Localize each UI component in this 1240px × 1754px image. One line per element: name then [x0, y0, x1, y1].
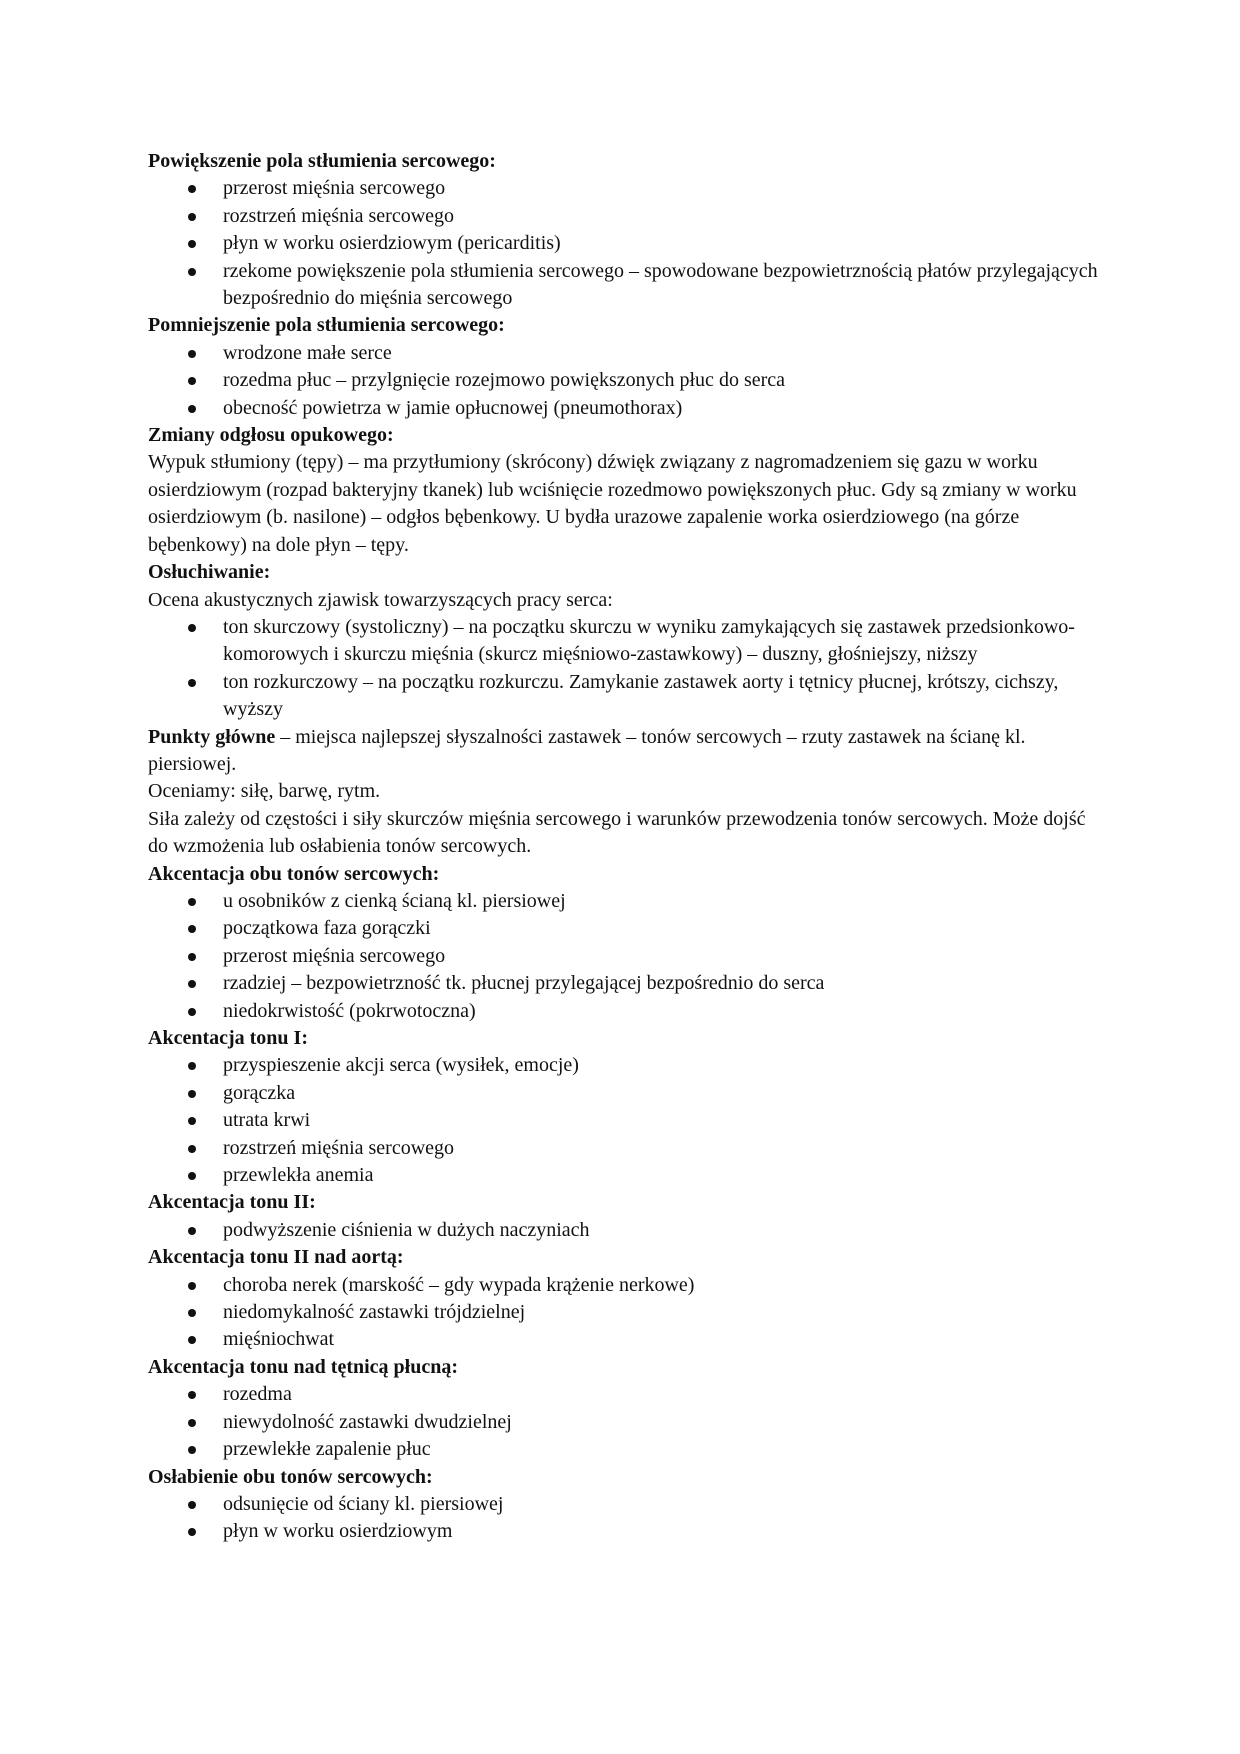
list-item: ton skurczowy (systoliczny) – na początku skurczu w wyniku zamykających się zastawek przedsionkowo-komorowych i skurczu mięśnia (skurcz mięśniowo-zastawkowy) – duszny, głośniejszy, niższy [223, 614, 1100, 669]
bullet-list [148, 1272, 1100, 1354]
list-item: obecność powietrza w jamie opłucnowej (pneumothorax) [223, 395, 1100, 422]
list-item: rozedma [223, 1381, 1100, 1408]
paragraph: Wypuk stłumiony (tępy) – ma przytłumiony (skrócony) dźwięk związany z nagromadzeniem się gazu w worku osierdziowym (rozpad bakteryjny tkanek) lub wciśnięcie rozedmowo powiększonych płuc. Gdy są zmiany w worku osierdziowym (b. nasilone) – odgłos bębenkowy. U bydła urazowe zapalenie worka osierdziowego (na górze bębenkowy) na dole płyn – tępy. [148, 451, 1077, 556]
list-item: rozstrzeń mięśnia sercowego [223, 1135, 1100, 1162]
bullet-list [148, 1052, 1100, 1189]
section-heading: Pomniejszenie pola stłumienia sercowego: [148, 314, 505, 337]
bullet-list [148, 1217, 1100, 1244]
list-item: mięśniochwat [223, 1326, 1100, 1353]
list-item: przewlekła anemia [223, 1162, 1100, 1189]
section-heading: Osłabienie obu tonów sercowych: [148, 1465, 433, 1488]
paragraph: Siła zależy od częstości i siły skurczów mięśnia sercowego i warunków przewodzenia tonów sercowych. Może dojść do wzmożenia lub osłabienia tonów sercowych. [148, 807, 1086, 858]
list-item: niedokrwistość (pokrwotoczna) [223, 998, 1100, 1025]
section-heading: Powiększenie pola stłumienia sercowego: [148, 150, 496, 172]
section-heading: Akcentacja obu tonów sercowych: [148, 862, 440, 885]
list-item: rzadziej – bezpowietrzność tk. płucnej przylegającej bezpośrednio do serca [223, 970, 1100, 997]
list-item: rozstrzeń mięśnia sercowego [223, 203, 1100, 230]
list-item: gorączka [223, 1080, 1100, 1107]
list-item: przewlekłe zapalenie płuc [223, 1436, 1100, 1463]
list-item: ton rozkurczowy – na początku rozkurczu. Zamykanie zastawek aorty i tętnicy płucnej, krótszy, cichszy, wyższy [223, 669, 1100, 724]
bullet-list [148, 614, 1100, 724]
bullet-list [148, 1381, 1100, 1463]
section-heading: Osłuchiwanie: [148, 561, 271, 584]
list-item: przyspieszenie akcji serca (wysiłek, emocje) [223, 1052, 1100, 1079]
list-item: niewydolność zastawki dwudzielnej [223, 1409, 1100, 1436]
section-heading: Akcentacja tonu II nad aortą: [148, 1246, 404, 1269]
list-item: rozedma płuc – przylgnięcie rozejmowo powiększonych płuc do serca [223, 367, 1100, 394]
list-item: choroba nerek (marskość – gdy wypada krążenie nerkowe) [223, 1272, 1100, 1299]
document-page [148, 148, 1100, 1546]
list-item: przerost mięśnia sercowego [223, 943, 1100, 970]
paragraph: Oceniamy: siłę, barwę, rytm. [148, 780, 381, 803]
paragraph [148, 724, 1100, 779]
bullet-list [148, 888, 1100, 1025]
list-item: podwyższenie ciśnienia w dużych naczyniach [223, 1217, 1100, 1244]
list-item: utrata krwi [223, 1107, 1100, 1134]
bold-lead: Punkty główne [148, 725, 276, 748]
list-item: płyn w worku osierdziowym [223, 1518, 1100, 1545]
list-item: wrodzone małe serce [223, 340, 1100, 367]
list-item: u osobników z cienką ścianą kl. piersiowej [223, 888, 1100, 915]
lead-rest: – miejsca najlepszej słyszalności zastawek – tonów sercowych – rzuty zastawek na ścianę kl. piersiowej. [148, 725, 1026, 775]
list-item: rzekome powiększenie pola stłumienia sercowego – spowodowane bezpowietrznością płatów przylegających bezpośrednio do mięśnia sercowego [223, 258, 1100, 313]
paragraph: Ocena akustycznych zjawisk towarzyszących pracy serca: [148, 588, 613, 611]
list-item: płyn w worku osierdziowym (pericarditis) [223, 230, 1100, 257]
bullet-list [148, 340, 1100, 422]
bullet-list [148, 175, 1100, 312]
section-heading: Akcentacja tonu I: [148, 1027, 308, 1049]
section-heading: Akcentacja tonu II: [148, 1191, 316, 1214]
list-item: niedomykalność zastawki trójdzielnej [223, 1299, 1100, 1326]
bullet-list [148, 1491, 1100, 1546]
list-item: początkowa faza gorączki [223, 915, 1100, 942]
section-heading: Zmiany odgłosu opukowego: [148, 424, 394, 447]
list-item: odsunięcie od ściany kl. piersiowej [223, 1491, 1100, 1518]
list-item: przerost mięśnia sercowego [223, 175, 1100, 202]
section-heading: Akcentacja tonu nad tętnicą płucną: [148, 1355, 459, 1378]
